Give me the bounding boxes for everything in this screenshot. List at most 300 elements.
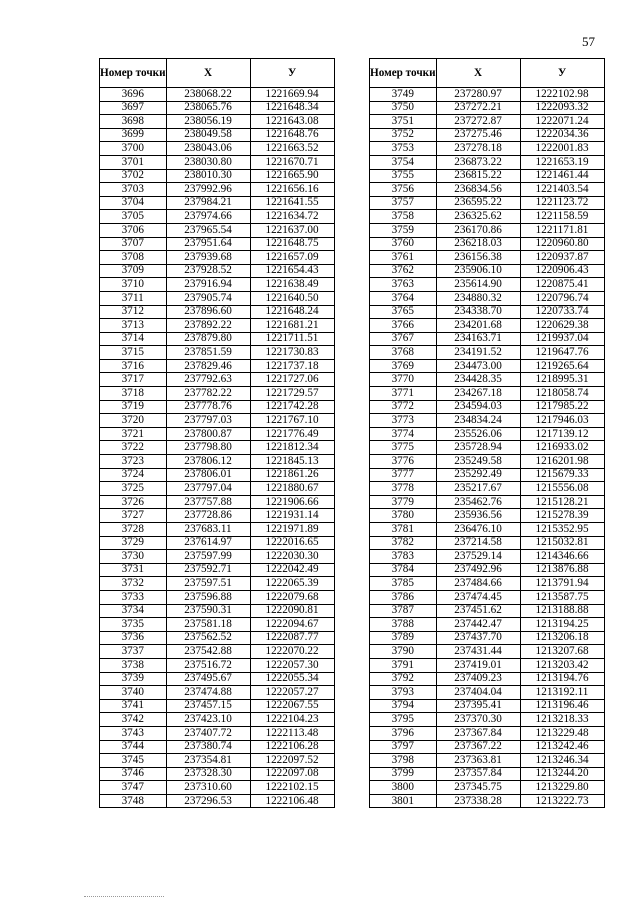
point-number-cell: 3699 [100,128,167,142]
y-coordinate-cell: 1222094.67 [250,618,334,632]
table-header-row [370,59,605,88]
table-row [100,740,335,754]
table-row [370,291,605,305]
y-coordinate-cell: 1221656.16 [250,183,334,197]
y-coordinate-cell: 1213791.94 [520,577,604,591]
y-coordinate-cell: 1213194.76 [520,672,604,686]
x-coordinate-cell: 236218.03 [436,237,520,251]
table-row [100,305,335,319]
y-coordinate-cell: 1222106.48 [250,794,334,808]
table-row [370,128,605,142]
x-coordinate-cell: 237939.68 [166,251,250,265]
table-row [370,237,605,251]
y-coordinate-cell: 1219265.64 [520,359,604,373]
point-number-cell: 3759 [370,223,437,237]
x-coordinate-cell: 237984.21 [166,196,250,210]
table-row [370,631,605,645]
y-coordinate-cell: 1221711.51 [250,332,334,346]
point-number-cell: 3794 [370,699,437,713]
point-number-cell: 3696 [100,88,167,102]
point-number-cell: 3751 [370,115,437,129]
table-row [370,455,605,469]
point-number-cell: 3760 [370,237,437,251]
table-row [370,115,605,129]
y-coordinate-cell: 1215352.95 [520,523,604,537]
x-coordinate-cell: 237431.44 [436,645,520,659]
x-coordinate-cell: 234880.32 [436,291,520,305]
table-row [100,523,335,537]
table-row [100,223,335,237]
table-row [370,550,605,564]
x-coordinate-cell: 235249.58 [436,455,520,469]
point-number-cell: 3766 [370,319,437,333]
point-number-cell: 3782 [370,536,437,550]
point-number-cell: 3742 [100,713,167,727]
x-coordinate-cell: 237778.76 [166,400,250,414]
point-number-cell: 3792 [370,672,437,686]
y-coordinate-cell: 1216933.02 [520,441,604,455]
y-coordinate-cell: 1215032.81 [520,536,604,550]
y-coordinate-cell: 1222057.27 [250,686,334,700]
x-coordinate-cell: 237437.70 [436,631,520,645]
x-coordinate-cell: 238043.06 [166,142,250,156]
point-number-cell: 3763 [370,278,437,292]
table-row [370,183,605,197]
x-coordinate-cell: 237338.28 [436,794,520,808]
y-coordinate-cell: 1221654.43 [250,264,334,278]
y-coordinate-cell: 1222097.08 [250,767,334,781]
point-number-cell: 3797 [370,740,437,754]
y-coordinate-cell: 1221123.72 [520,196,604,210]
x-coordinate-cell: 237596.88 [166,590,250,604]
table-row [370,387,605,401]
y-coordinate-cell: 1220960.80 [520,237,604,251]
x-coordinate-cell: 238068.22 [166,88,250,102]
point-number-cell: 3762 [370,264,437,278]
table-row [100,359,335,373]
y-coordinate-cell: 1213194.25 [520,618,604,632]
x-coordinate-cell: 237395.41 [436,699,520,713]
y-coordinate-cell: 1222030.30 [250,550,334,564]
table-row [100,631,335,645]
point-number-cell: 3704 [100,196,167,210]
table-row [370,251,605,265]
y-coordinate-cell: 1220906.43 [520,264,604,278]
point-number-cell: 3776 [370,455,437,469]
x-coordinate-cell: 237214.58 [436,536,520,550]
x-coordinate-cell: 237829.46 [166,359,250,373]
y-coordinate-cell: 1220733.74 [520,305,604,319]
y-coordinate-cell: 1213192.11 [520,686,604,700]
table-row [100,264,335,278]
y-coordinate-cell: 1222087.77 [250,631,334,645]
x-coordinate-cell: 238049.58 [166,128,250,142]
table-row [100,658,335,672]
point-number-cell: 3753 [370,142,437,156]
point-number-cell: 3697 [100,101,167,115]
x-coordinate-cell: 237423.10 [166,713,250,727]
point-number-cell: 3730 [100,550,167,564]
y-coordinate-cell: 1219647.76 [520,346,604,360]
y-coordinate-cell: 1222093.32 [520,101,604,115]
table-row [370,726,605,740]
table-row [370,577,605,591]
table-row [370,645,605,659]
point-number-cell: 3754 [370,155,437,169]
table-row [370,590,605,604]
table-row [100,373,335,387]
point-number-cell: 3711 [100,291,167,305]
x-coordinate-cell: 237310.60 [166,781,250,795]
y-coordinate-cell: 1221681.21 [250,319,334,333]
y-coordinate-cell: 1222071.24 [520,115,604,129]
x-coordinate-cell: 237404.04 [436,686,520,700]
x-coordinate-cell: 237800.87 [166,427,250,441]
table-row [370,523,605,537]
point-number-cell: 3790 [370,645,437,659]
x-coordinate-cell: 234338.70 [436,305,520,319]
x-coordinate-cell: 237806.12 [166,455,250,469]
x-coordinate-cell: 237495.67 [166,672,250,686]
point-number-cell: 3764 [370,291,437,305]
point-number-cell: 3713 [100,319,167,333]
point-number-cell: 3703 [100,183,167,197]
point-number-cell: 3793 [370,686,437,700]
table-row [100,332,335,346]
table-row [100,468,335,482]
point-number-cell: 3719 [100,400,167,414]
table-row [370,223,605,237]
table-row [370,155,605,169]
x-coordinate-cell: 238065.76 [166,101,250,115]
y-coordinate-cell: 1221461.44 [520,169,604,183]
x-coordinate-cell: 237370.30 [436,713,520,727]
x-coordinate-cell: 237974.66 [166,210,250,224]
point-number-cell: 3757 [370,196,437,210]
x-coordinate-cell: 234201.68 [436,319,520,333]
table-row [370,210,605,224]
point-number-cell: 3771 [370,387,437,401]
y-coordinate-cell: 1222034.36 [520,128,604,142]
x-coordinate-cell: 237892.22 [166,319,250,333]
x-coordinate-cell: 237474.88 [166,686,250,700]
point-number-cell: 3702 [100,169,167,183]
x-coordinate-cell: 237492.96 [436,563,520,577]
y-coordinate-cell: 1221643.08 [250,115,334,129]
x-coordinate-cell: 237407.72 [166,726,250,740]
y-coordinate-cell: 1221640.50 [250,291,334,305]
point-number-cell: 3800 [370,781,437,795]
x-coordinate-cell: 237328.30 [166,767,250,781]
x-coordinate-cell: 235462.76 [436,495,520,509]
x-coordinate-cell: 237296.53 [166,794,250,808]
point-number-cell: 3731 [100,563,167,577]
y-coordinate-cell: 1213218.33 [520,713,604,727]
table-row [100,536,335,550]
point-number-cell: 3735 [100,618,167,632]
point-number-cell: 3701 [100,155,167,169]
point-number-cell: 3758 [370,210,437,224]
point-number-cell: 3698 [100,115,167,129]
table-row [370,88,605,102]
y-coordinate-cell: 1215679.33 [520,468,604,482]
table-row [370,359,605,373]
point-number-cell: 3706 [100,223,167,237]
table-row [370,604,605,618]
y-coordinate-cell: 1214346.66 [520,550,604,564]
x-coordinate-cell: 234834.24 [436,414,520,428]
header-point-number: Номер точки [370,59,437,88]
y-coordinate-cell: 1221767.10 [250,414,334,428]
table-row [100,455,335,469]
y-coordinate-cell: 1221730.83 [250,346,334,360]
table-row [370,509,605,523]
x-coordinate-cell: 237797.03 [166,414,250,428]
point-number-cell: 3747 [100,781,167,795]
y-coordinate-cell: 1221634.72 [250,210,334,224]
y-coordinate-cell: 1222042.49 [250,563,334,577]
y-coordinate-cell: 1220629.38 [520,319,604,333]
point-number-cell: 3779 [370,495,437,509]
x-coordinate-cell: 237965.54 [166,223,250,237]
y-coordinate-cell: 1222070.22 [250,645,334,659]
y-coordinate-cell: 1221648.76 [250,128,334,142]
x-coordinate-cell: 238010.30 [166,169,250,183]
y-coordinate-cell: 1221845.13 [250,455,334,469]
table-row [370,332,605,346]
point-number-cell: 3777 [370,468,437,482]
point-number-cell: 3714 [100,332,167,346]
y-coordinate-cell: 1221776.49 [250,427,334,441]
point-number-cell: 3772 [370,400,437,414]
table-row [100,251,335,265]
x-coordinate-cell: 237272.21 [436,101,520,115]
point-number-cell: 3716 [100,359,167,373]
x-coordinate-cell: 237992.96 [166,183,250,197]
y-coordinate-cell: 1222055.34 [250,672,334,686]
point-number-cell: 3775 [370,441,437,455]
y-coordinate-cell: 1222001.83 [520,142,604,156]
table-row [100,604,335,618]
table-row [100,169,335,183]
point-number-cell: 3796 [370,726,437,740]
y-coordinate-cell: 1217139.12 [520,427,604,441]
point-number-cell: 3798 [370,754,437,768]
x-coordinate-cell: 234191.52 [436,346,520,360]
table-row [370,373,605,387]
y-coordinate-cell: 1221641.55 [250,196,334,210]
table-row [100,495,335,509]
x-coordinate-cell: 237916.94 [166,278,250,292]
x-coordinate-cell: 238030.80 [166,155,250,169]
table-row [370,196,605,210]
table-row [100,590,335,604]
point-number-cell: 3712 [100,305,167,319]
x-coordinate-cell: 237590.31 [166,604,250,618]
x-coordinate-cell: 235936.56 [436,509,520,523]
coordinates-table-right [369,58,605,808]
x-coordinate-cell: 235292.49 [436,468,520,482]
table-row [100,400,335,414]
x-coordinate-cell: 237581.18 [166,618,250,632]
x-coordinate-cell: 236873.22 [436,155,520,169]
table-row [100,754,335,768]
x-coordinate-cell: 237879.80 [166,332,250,346]
table-row [100,183,335,197]
y-coordinate-cell: 1215128.21 [520,495,604,509]
table-row [100,128,335,142]
x-coordinate-cell: 237442.47 [436,618,520,632]
y-coordinate-cell: 1222090.81 [250,604,334,618]
point-number-cell: 3770 [370,373,437,387]
point-number-cell: 3743 [100,726,167,740]
scan-artifact-line [84,896,164,898]
table-row [100,346,335,360]
point-number-cell: 3726 [100,495,167,509]
point-number-cell: 3788 [370,618,437,632]
x-coordinate-cell: 236170.86 [436,223,520,237]
x-coordinate-cell: 234473.00 [436,359,520,373]
table-row [370,427,605,441]
table-row [100,794,335,808]
y-coordinate-cell: 1221665.90 [250,169,334,183]
point-number-cell: 3745 [100,754,167,768]
table-row [370,563,605,577]
x-coordinate-cell: 237280.97 [436,88,520,102]
point-number-cell: 3700 [100,142,167,156]
point-number-cell: 3781 [370,523,437,537]
x-coordinate-cell: 237757.88 [166,495,250,509]
table-row [370,794,605,808]
table-row [100,672,335,686]
table-row [100,781,335,795]
x-coordinate-cell: 237516.72 [166,658,250,672]
point-number-cell: 3767 [370,332,437,346]
table-row [100,387,335,401]
x-coordinate-cell: 235728.94 [436,441,520,455]
y-coordinate-cell: 1221737.18 [250,359,334,373]
x-coordinate-cell: 237951.64 [166,237,250,251]
y-coordinate-cell: 1221931.14 [250,509,334,523]
page-number: 57 [582,34,595,49]
x-coordinate-cell: 237380.74 [166,740,250,754]
point-number-cell: 3769 [370,359,437,373]
point-number-cell: 3723 [100,455,167,469]
x-coordinate-cell: 237357.84 [436,767,520,781]
y-coordinate-cell: 1221727.06 [250,373,334,387]
x-coordinate-cell: 237278.18 [436,142,520,156]
point-number-cell: 3725 [100,482,167,496]
y-coordinate-cell: 1221158.59 [520,210,604,224]
y-coordinate-cell: 1221729.57 [250,387,334,401]
x-coordinate-cell: 237484.66 [436,577,520,591]
table-row [100,319,335,333]
x-coordinate-cell: 237419.01 [436,658,520,672]
x-coordinate-cell: 237542.88 [166,645,250,659]
x-coordinate-cell: 234428.35 [436,373,520,387]
table-row [100,291,335,305]
point-number-cell: 3741 [100,699,167,713]
header-x: X [166,59,250,88]
table-row [370,672,605,686]
y-coordinate-cell: 1221812.34 [250,441,334,455]
y-coordinate-cell: 1213203.42 [520,658,604,672]
y-coordinate-cell: 1222067.55 [250,699,334,713]
table-row [370,346,605,360]
point-number-cell: 3740 [100,686,167,700]
table-row [370,699,605,713]
x-coordinate-cell: 237275.46 [436,128,520,142]
x-coordinate-cell: 234163.71 [436,332,520,346]
x-coordinate-cell: 237354.81 [166,754,250,768]
x-coordinate-cell: 237896.60 [166,305,250,319]
point-number-cell: 3708 [100,251,167,265]
header-y: У [250,59,334,88]
x-coordinate-cell: 236834.56 [436,183,520,197]
x-coordinate-cell: 237782.22 [166,387,250,401]
point-number-cell: 3718 [100,387,167,401]
table-row [370,305,605,319]
y-coordinate-cell: 1221648.24 [250,305,334,319]
table-row [100,278,335,292]
y-coordinate-cell: 1213587.75 [520,590,604,604]
point-number-cell: 3705 [100,210,167,224]
point-number-cell: 3749 [370,88,437,102]
y-coordinate-cell: 1221637.00 [250,223,334,237]
table-row [370,754,605,768]
header-point-number: Номер точки [100,59,167,88]
table-row [100,142,335,156]
x-coordinate-cell: 237529.14 [436,550,520,564]
table-row [370,441,605,455]
y-coordinate-cell: 1213244.20 [520,767,604,781]
point-number-cell: 3724 [100,468,167,482]
header-x: X [436,59,520,88]
point-number-cell: 3755 [370,169,437,183]
y-coordinate-cell: 1221638.49 [250,278,334,292]
table-row [100,427,335,441]
y-coordinate-cell: 1222097.52 [250,754,334,768]
table-row [100,699,335,713]
x-coordinate-cell: 236156.38 [436,251,520,265]
table-row [370,169,605,183]
table-row [100,210,335,224]
y-coordinate-cell: 1213207.68 [520,645,604,659]
x-coordinate-cell: 238056.19 [166,115,250,129]
y-coordinate-cell: 1222057.30 [250,658,334,672]
point-number-cell: 3785 [370,577,437,591]
point-number-cell: 3787 [370,604,437,618]
y-coordinate-cell: 1222102.98 [520,88,604,102]
x-coordinate-cell: 237474.45 [436,590,520,604]
table-row [370,781,605,795]
y-coordinate-cell: 1221663.52 [250,142,334,156]
table-row [100,414,335,428]
x-coordinate-cell: 237614.97 [166,536,250,550]
point-number-cell: 3744 [100,740,167,754]
point-number-cell: 3752 [370,128,437,142]
header-y: У [520,59,604,88]
table-row [100,115,335,129]
table-row [100,645,335,659]
table-row [100,88,335,102]
table-row [100,577,335,591]
table-row [100,237,335,251]
table-row [370,319,605,333]
y-coordinate-cell: 1221669.94 [250,88,334,102]
y-coordinate-cell: 1213246.34 [520,754,604,768]
point-number-cell: 3774 [370,427,437,441]
